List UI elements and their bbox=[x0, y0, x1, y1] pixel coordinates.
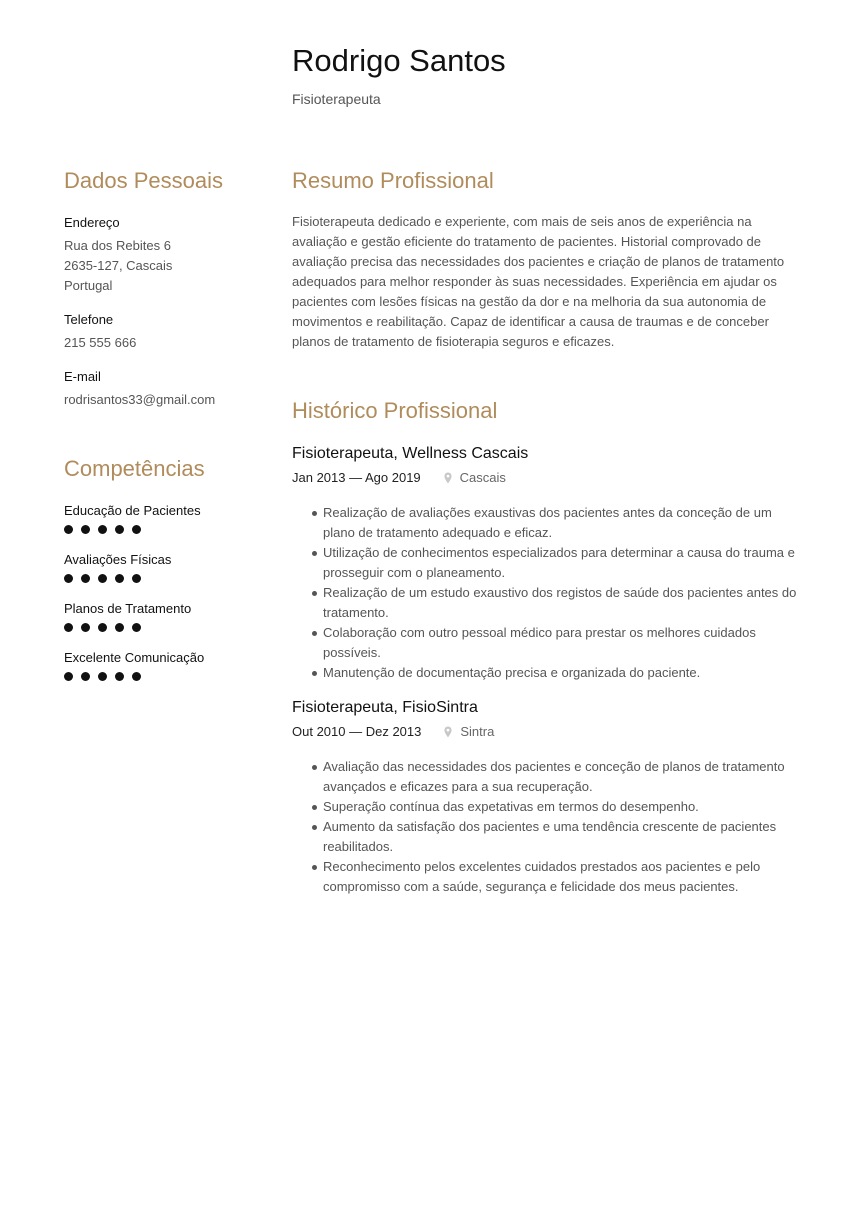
job-meta bbox=[292, 469, 797, 487]
candidate-title: Fisioterapeuta bbox=[292, 91, 381, 107]
job-bullet: Utilização de conhecimentos especializados para determinar a causa do trauma e prosseguir com o planeamento. bbox=[292, 543, 797, 583]
skill-dot bbox=[81, 672, 90, 681]
job-bullet: Superação contínua das expetativas em termos do desempenho. bbox=[292, 797, 797, 817]
job-bullet: Colaboração com outro pessoal médico para prestar os melhores cuidados possíveis. bbox=[292, 623, 797, 663]
skill-name: Excelente Comunicação bbox=[64, 650, 205, 665]
phone-value: 215 555 666 bbox=[64, 335, 137, 350]
job-dates: Jan 2013 — Ago 2019 bbox=[292, 470, 421, 485]
skill-item bbox=[64, 649, 264, 698]
skill-level bbox=[64, 525, 264, 534]
job-meta bbox=[292, 723, 797, 741]
skill-dot bbox=[132, 623, 141, 632]
job-entry bbox=[292, 697, 797, 897]
skill-dot bbox=[98, 672, 107, 681]
job-dates: Out 2010 — Dez 2013 bbox=[292, 724, 422, 739]
skill-dot bbox=[98, 574, 107, 583]
job-bullets bbox=[292, 757, 797, 897]
email-value: rodrisantos33@gmail.com bbox=[64, 392, 216, 407]
skill-dot bbox=[64, 623, 73, 632]
summary-heading: Resumo Profissional bbox=[292, 168, 494, 193]
skill-dot bbox=[132, 574, 141, 583]
job-bullet: Reconhecimento pelos excelentes cuidados prestados aos pacientes e pelo compromisso com a saúde, segurança e felicidade dos meus pacientes. bbox=[292, 857, 797, 897]
location-pin-icon bbox=[441, 725, 455, 739]
skill-level bbox=[64, 623, 264, 632]
skill-dot bbox=[132, 672, 141, 681]
skill-dot bbox=[115, 623, 124, 632]
job-bullet: Manutenção de documentação precisa e organizada do paciente. bbox=[292, 663, 797, 683]
address-line-country: Portugal bbox=[64, 278, 113, 293]
skill-level bbox=[64, 574, 264, 583]
skill-level bbox=[64, 672, 264, 681]
skill-item bbox=[64, 502, 264, 551]
skill-dot bbox=[64, 525, 73, 534]
skill-dot bbox=[115, 574, 124, 583]
address-line-street: Rua dos Rebites 6 bbox=[64, 238, 171, 253]
skill-name: Avaliações Físicas bbox=[64, 552, 172, 567]
personal-data-heading: Dados Pessoais bbox=[64, 168, 223, 193]
address-line-postal: 2635-127, Cascais bbox=[64, 258, 173, 273]
skills-heading: Competências bbox=[64, 456, 205, 481]
skill-dot bbox=[64, 672, 73, 681]
email-label: E-mail bbox=[64, 369, 101, 384]
skill-dot bbox=[115, 525, 124, 534]
skills-list bbox=[64, 502, 264, 698]
skill-dot bbox=[98, 623, 107, 632]
skill-item bbox=[64, 551, 264, 600]
job-bullets bbox=[292, 503, 797, 683]
job-bullet: Aumento da satisfação dos pacientes e uma tendência crescente de pacientes reabilitados. bbox=[292, 817, 797, 857]
skill-name: Planos de Tratamento bbox=[64, 601, 192, 616]
history-heading: Histórico Profissional bbox=[292, 398, 498, 423]
job-entry bbox=[292, 443, 797, 683]
skill-dot bbox=[98, 525, 107, 534]
address-label: Endereço bbox=[64, 215, 120, 230]
skill-item bbox=[64, 600, 264, 649]
summary-text: Fisioterapeuta dedicado e experiente, com mais de seis anos de experiência na avaliação e gestão eficiente do tratamento de pacientes. Historial comprovado de avaliação precisa das necessidades dos pacientes e criação de planos de tratamento adequados para melhor responder às suas necessidades. Experiência em ajudar os pacientes com lesões físicas na gestão da dor e na melhoria da sua autonomia de movimentos e reabilitação. Capaz de identificar a causa de traumas e de conceber planos de tratamento de fisioterapia seguros e eficazes. bbox=[292, 214, 785, 349]
skill-name: Educação de Pacientes bbox=[64, 503, 201, 518]
skill-dot bbox=[81, 525, 90, 534]
phone-label: Telefone bbox=[64, 312, 114, 327]
skill-dot bbox=[81, 574, 90, 583]
skill-dot bbox=[115, 672, 124, 681]
job-heading: Fisioterapeuta, FisioSintra bbox=[292, 699, 478, 716]
skill-dot bbox=[81, 623, 90, 632]
location-pin-icon bbox=[441, 471, 455, 485]
skill-dot bbox=[64, 574, 73, 583]
job-bullet: Realização de um estudo exaustivo dos registos de saúde dos pacientes antes do tratamento. bbox=[292, 583, 797, 623]
job-heading: Fisioterapeuta, Wellness Cascais bbox=[292, 445, 529, 462]
job-bullet: Realização de avaliações exaustivas dos pacientes antes da conceção de um plano de tratamento adequado e eficaz. bbox=[292, 503, 797, 543]
job-bullet: Avaliação das necessidades dos pacientes e conceção de planos de tratamento avançados e eficazes para a sua recuperação. bbox=[292, 757, 797, 797]
skill-dot bbox=[132, 525, 141, 534]
candidate-name: Rodrigo Santos bbox=[292, 43, 506, 78]
job-location: Cascais bbox=[459, 470, 506, 485]
job-location: Sintra bbox=[460, 724, 495, 739]
